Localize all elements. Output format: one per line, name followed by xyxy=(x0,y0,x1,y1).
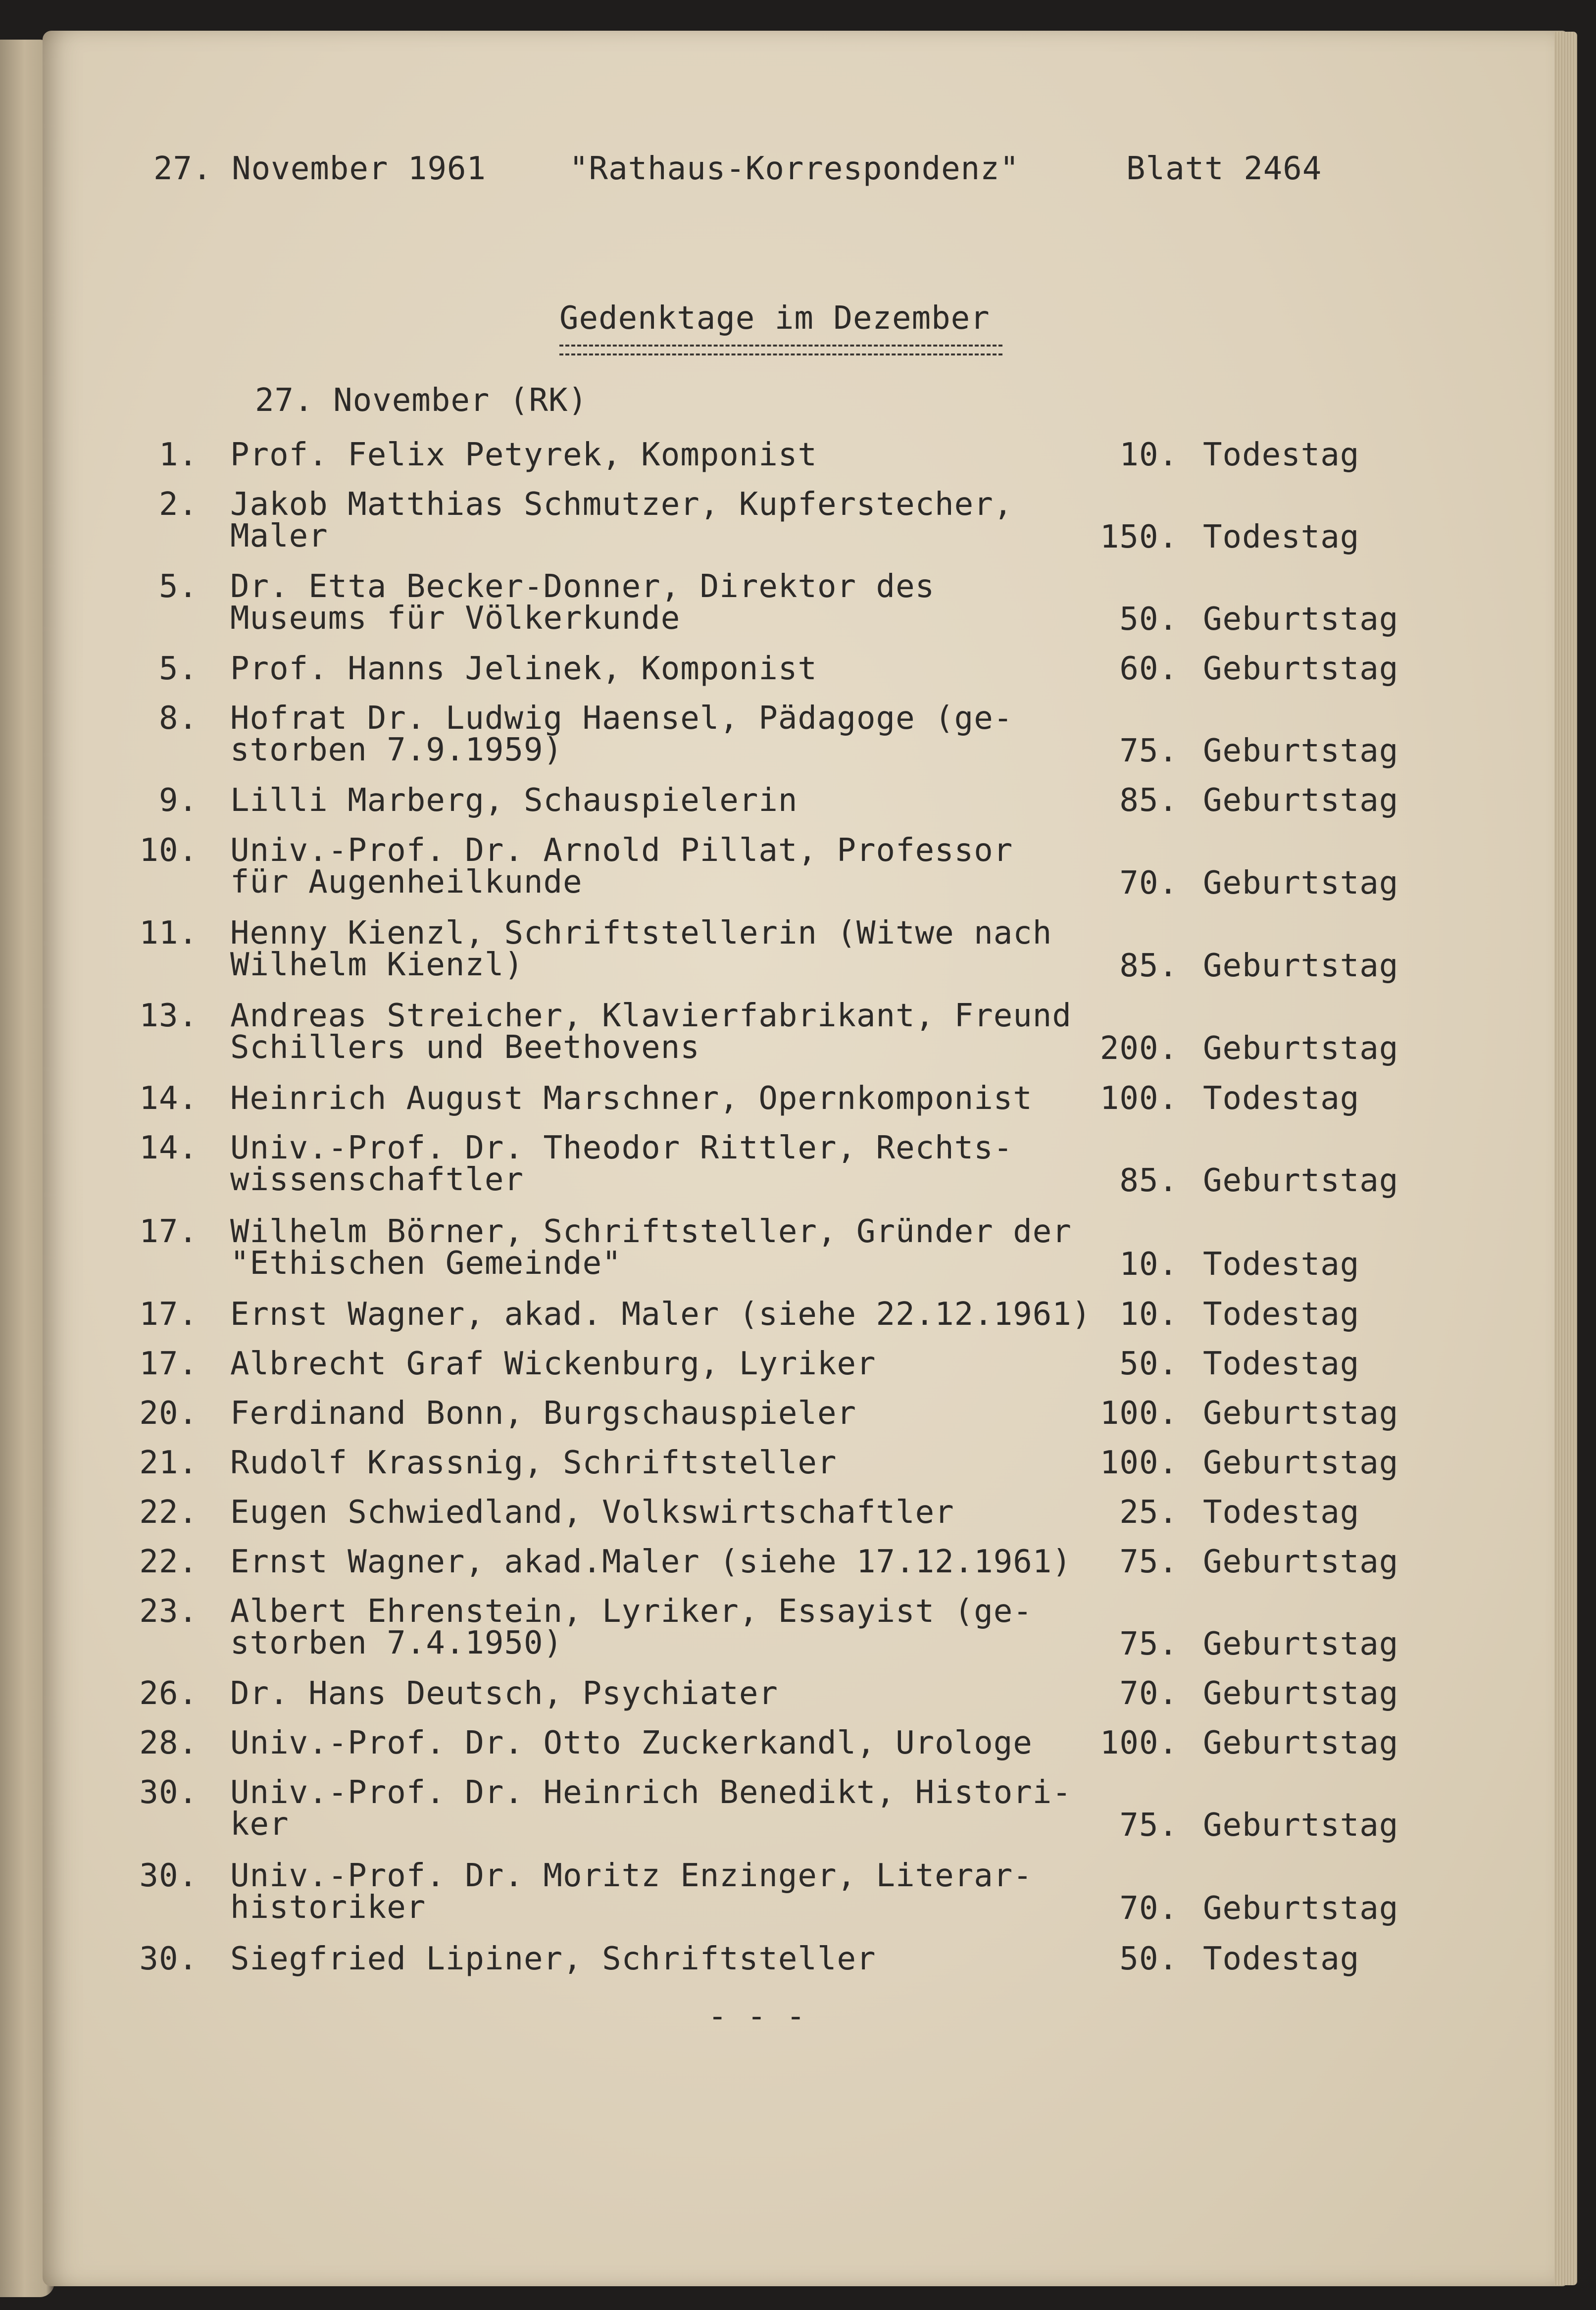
entry-anniversary: 70. xyxy=(1119,1890,1178,1927)
entry-text-line1: Prof. Felix Petyrek, Komponist xyxy=(230,437,817,473)
entry-text-line2: Museums für Völkerkunde xyxy=(230,600,681,637)
entry-text-line1: Eugen Schwiedland, Volkswirtschaftler xyxy=(230,1494,954,1531)
entry-kind: Geburtstag xyxy=(1203,1626,1399,1662)
entry-kind: Geburtstag xyxy=(1203,651,1399,687)
entry-text-line2: storben 7.9.1959) xyxy=(230,732,563,768)
entry-day: 13. xyxy=(139,998,198,1034)
entry-day: 23. xyxy=(139,1593,198,1630)
entry-kind: Geburtstag xyxy=(1203,1445,1399,1481)
entry-day: 10. xyxy=(139,832,198,869)
page-stack-edge xyxy=(1554,32,1577,2285)
entry-text-line1: Heinrich August Marschner, Opernkomponist xyxy=(230,1080,1033,1117)
entry-anniversary: 50. xyxy=(1119,1346,1178,1382)
entry-text-line1: Wilhelm Börner, Schriftsteller, Gründer der xyxy=(230,1213,1072,1250)
entry-text-line1: Hofrat Dr. Ludwig Haensel, Pädagoge (ge- xyxy=(230,700,1013,737)
entry-text-line1: Dr. Hans Deutsch, Psychiater xyxy=(230,1675,778,1712)
entry-anniversary: 75. xyxy=(1119,1807,1178,1844)
entry-day: 1. xyxy=(158,437,198,473)
entry-day: 20. xyxy=(139,1395,198,1432)
entry-kind: Geburtstag xyxy=(1203,601,1399,638)
entry-text-line1: Rudolf Krassnig, Schriftsteller xyxy=(230,1445,837,1481)
entry-kind: Todestag xyxy=(1203,1346,1360,1382)
entry-text-line1: Ernst Wagner, akad. Maler (siehe 22.12.1961) xyxy=(230,1296,1092,1333)
entry-text-line1: Siegfried Lipiner, Schriftsteller xyxy=(230,1941,876,1977)
entry-anniversary: 70. xyxy=(1119,1675,1178,1712)
entry-text-line2: wissenschaftler xyxy=(230,1161,524,1198)
entry-kind: Geburtstag xyxy=(1203,733,1399,769)
header-sheet-number: Blatt 2464 xyxy=(1126,151,1322,187)
entry-anniversary: 60. xyxy=(1119,651,1178,687)
entry-kind: Geburtstag xyxy=(1203,1030,1399,1067)
entry-anniversary: 75. xyxy=(1119,1626,1178,1662)
entry-day: 28. xyxy=(139,1725,198,1761)
entry-anniversary: 100. xyxy=(1099,1080,1178,1117)
entry-kind: Geburtstag xyxy=(1203,1544,1399,1580)
entry-text-line1: Lilli Marberg, Schauspielerin xyxy=(230,782,798,819)
entry-day: 30. xyxy=(139,1858,198,1894)
entry-text-line1: Univ.-Prof. Dr. Moritz Enzinger, Literar- xyxy=(230,1858,1033,1894)
entry-kind: Geburtstag xyxy=(1203,865,1399,902)
entry-text-line1: Univ.-Prof. Dr. Otto Zuckerkandl, Urologe xyxy=(230,1725,1033,1761)
entry-text-line2: ker xyxy=(230,1806,289,1843)
title-double-underline xyxy=(559,345,1002,355)
entry-text-line2: für Augenheilkunde xyxy=(230,864,583,901)
entry-anniversary: 70. xyxy=(1119,865,1178,902)
entry-text-line1: Jakob Matthias Schmutzer, Kupferstecher, xyxy=(230,486,1013,523)
entry-text-line1: Albrecht Graf Wickenburg, Lyriker xyxy=(230,1346,876,1382)
entry-day: 22. xyxy=(139,1494,198,1531)
entry-anniversary: 150. xyxy=(1099,519,1178,555)
entry-text-line2: Maler xyxy=(230,518,328,554)
entry-kind: Geburtstag xyxy=(1203,782,1399,819)
entry-anniversary: 10. xyxy=(1119,1296,1178,1333)
entry-anniversary: 50. xyxy=(1119,1941,1178,1977)
entry-day: 30. xyxy=(139,1774,198,1811)
entry-kind: Todestag xyxy=(1203,1080,1360,1117)
entry-text-line1: Henny Kienzl, Schriftstellerin (Witwe nach xyxy=(230,915,1052,952)
entry-kind: Todestag xyxy=(1203,1494,1360,1531)
entry-anniversary: 10. xyxy=(1119,1246,1178,1283)
entry-day: 17. xyxy=(139,1296,198,1333)
entry-anniversary: 100. xyxy=(1099,1445,1178,1481)
entry-text-line2: "Ethischen Gemeinde" xyxy=(230,1245,622,1282)
entry-day: 22. xyxy=(139,1544,198,1580)
entry-text-line1: Albert Ehrenstein, Lyriker, Essayist (ge- xyxy=(230,1593,1033,1630)
entry-day: 8. xyxy=(158,700,198,737)
entry-day: 5. xyxy=(158,568,198,605)
entry-day: 17. xyxy=(139,1213,198,1250)
entry-text-line2: Schillers und Beethovens xyxy=(230,1029,700,1066)
header-source: "Rathaus-Korrespondenz" xyxy=(569,151,1020,187)
entry-anniversary: 85. xyxy=(1119,948,1178,984)
entry-text-line1: Ferdinand Bonn, Burgschauspieler xyxy=(230,1395,856,1432)
entry-anniversary: 85. xyxy=(1119,1162,1178,1199)
entry-kind: Geburtstag xyxy=(1203,1675,1399,1712)
dateline: 27. November (RK) xyxy=(255,382,588,419)
entry-day: 30. xyxy=(139,1941,198,1977)
entry-kind: Todestag xyxy=(1203,1296,1360,1333)
page-title: Gedenktage im Dezember xyxy=(559,300,990,337)
entry-kind: Todestag xyxy=(1203,519,1360,555)
entry-anniversary: 10. xyxy=(1119,437,1178,473)
entry-text-line1: Univ.-Prof. Dr. Heinrich Benedikt, Histori- xyxy=(230,1774,1072,1811)
entry-kind: Todestag xyxy=(1203,1246,1360,1283)
entry-text-line1: Univ.-Prof. Dr. Theodor Rittler, Rechts- xyxy=(230,1130,1013,1166)
entry-kind: Geburtstag xyxy=(1203,1395,1399,1432)
entry-text-line1: Dr. Etta Becker-Donner, Direktor des xyxy=(230,568,935,605)
entry-text-line1: Ernst Wagner, akad.Maler (siehe 17.12.1961) xyxy=(230,1544,1072,1580)
entry-day: 14. xyxy=(139,1130,198,1166)
entry-anniversary: 75. xyxy=(1119,733,1178,769)
entry-kind: Geburtstag xyxy=(1203,1890,1399,1927)
entry-anniversary: 100. xyxy=(1099,1725,1178,1761)
entry-day: 21. xyxy=(139,1445,198,1481)
entry-anniversary: 75. xyxy=(1119,1544,1178,1580)
entry-kind: Todestag xyxy=(1203,1941,1360,1977)
header-date: 27. November 1961 xyxy=(153,151,487,187)
entry-text-line2: historiker xyxy=(230,1889,426,1926)
entry-kind: Geburtstag xyxy=(1203,1162,1399,1199)
entry-day: 26. xyxy=(139,1675,198,1712)
entry-anniversary: 50. xyxy=(1119,601,1178,638)
entry-anniversary: 85. xyxy=(1119,782,1178,819)
entry-day: 17. xyxy=(139,1346,198,1382)
entry-day: 2. xyxy=(158,486,198,523)
entry-kind: Todestag xyxy=(1203,437,1360,473)
entry-kind: Geburtstag xyxy=(1203,1807,1399,1844)
entry-kind: Geburtstag xyxy=(1203,1725,1399,1761)
entry-day: 9. xyxy=(158,782,198,819)
end-mark: - - - xyxy=(708,1998,806,2035)
entry-text-line1: Andreas Streicher, Klavierfabrikant, Freund xyxy=(230,998,1072,1034)
entry-text-line1: Univ.-Prof. Dr. Arnold Pillat, Professor xyxy=(230,832,1013,869)
entry-anniversary: 25. xyxy=(1119,1494,1178,1531)
entry-anniversary: 200. xyxy=(1099,1030,1178,1067)
entry-text-line2: Wilhelm Kienzl) xyxy=(230,947,524,983)
entry-day: 11. xyxy=(139,915,198,952)
entry-day: 14. xyxy=(139,1080,198,1117)
entry-anniversary: 100. xyxy=(1099,1395,1178,1432)
entry-kind: Geburtstag xyxy=(1203,948,1399,984)
entry-text-line2: storben 7.4.1950) xyxy=(230,1625,563,1661)
entry-text-line1: Prof. Hanns Jelinek, Komponist xyxy=(230,651,817,687)
entry-day: 5. xyxy=(158,651,198,687)
